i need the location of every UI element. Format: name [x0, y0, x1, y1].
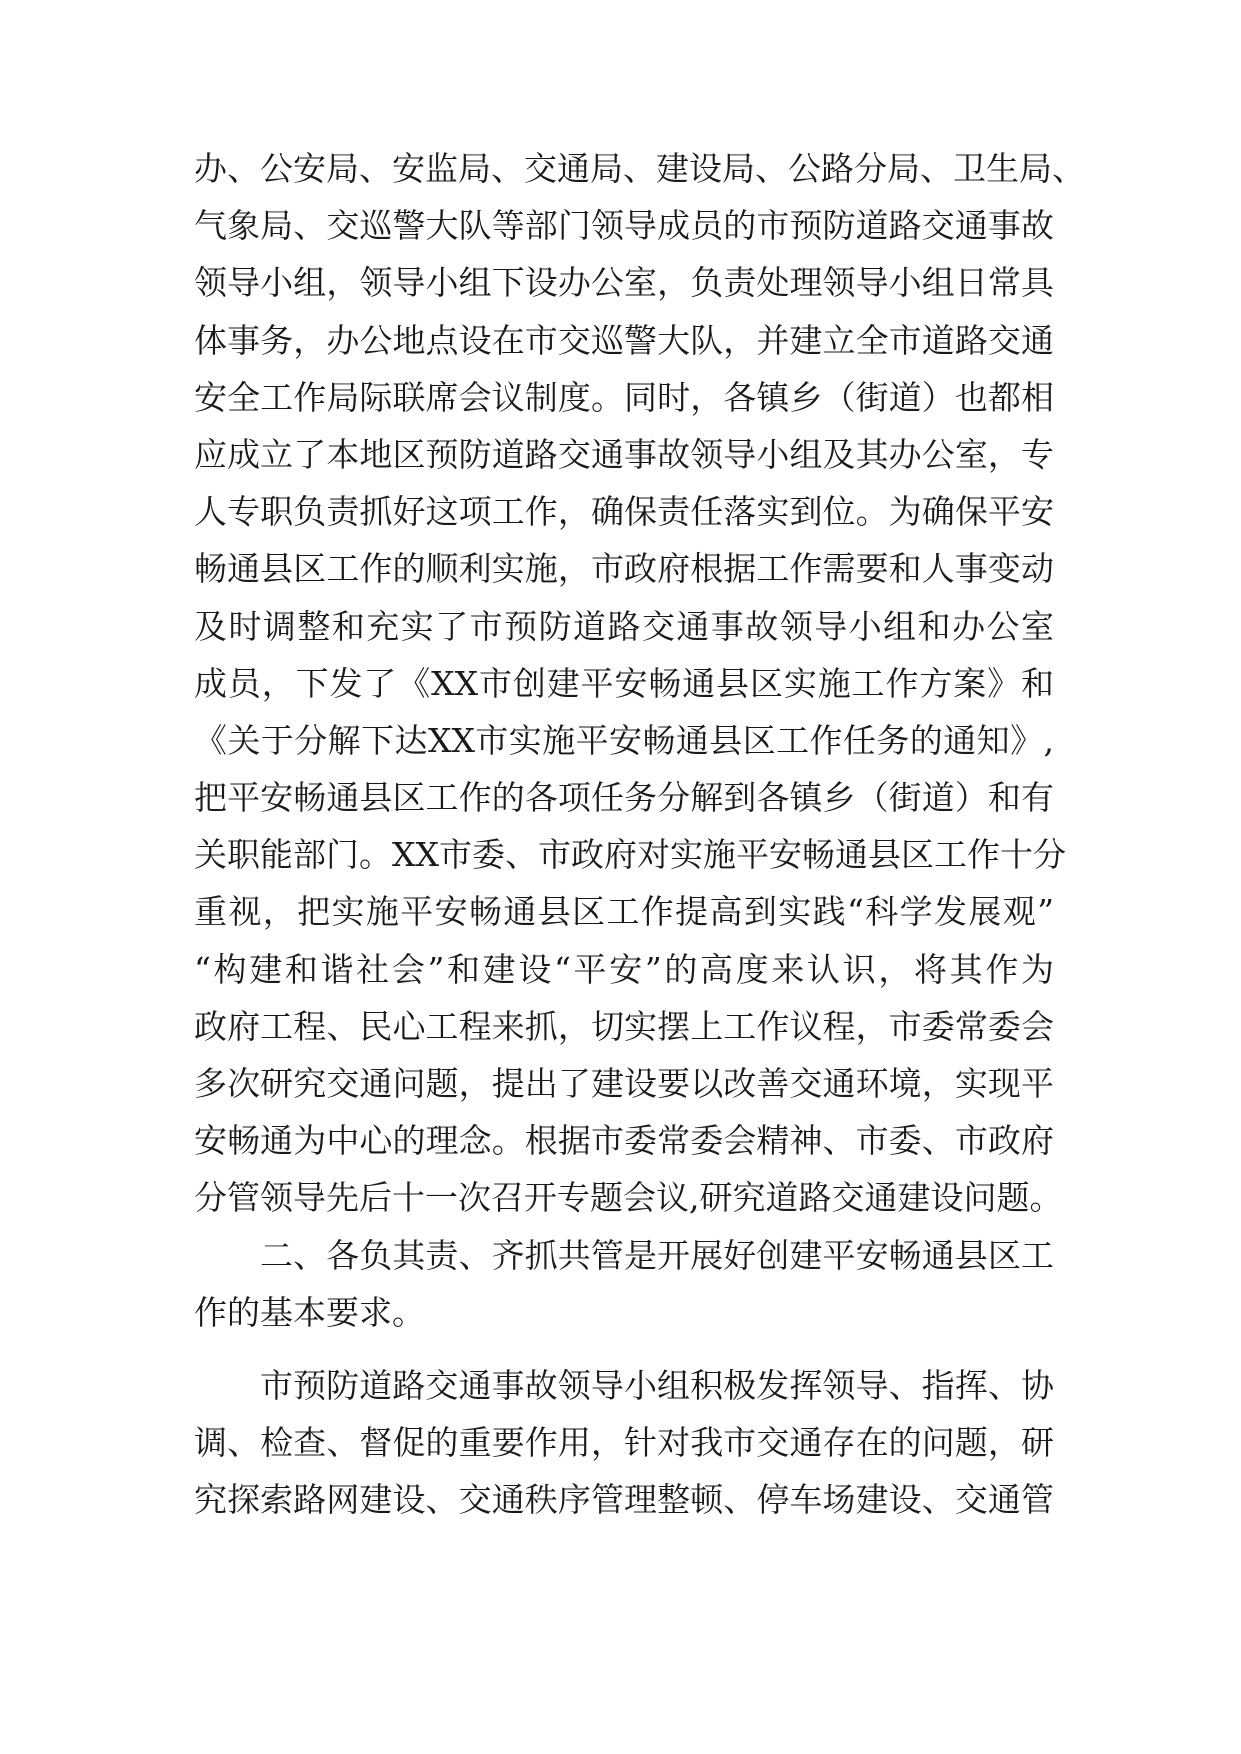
text-line: 多次研究交通问题，提出了建设要以改善交通环境，实现平 — [194, 1064, 1054, 1103]
paragraph — [194, 140, 1085, 1227]
text-line: 气象局、交巡警大队等部门领导成员的市预防道路交通事故 — [194, 206, 1054, 246]
text-line: 《关于分解下达XX市实施平安畅通县区工作任务的通知》, — [194, 720, 1054, 760]
document-body — [194, 140, 1085, 1529]
text-line: 把平安畅通县区工作的各项任务分解到各镇乡（街道）和有 — [194, 778, 1054, 818]
text-line: 畅通县区工作的顺利实施，市政府根据工作需要和人事变动 — [194, 549, 1054, 589]
text-line: 体事务，办公地点设在市交巡警大队，并建立全市道路交通 — [194, 320, 1054, 360]
text-line: 成员，下发了《XX市创建平安畅通县区实施工作方案》和 — [194, 663, 1054, 703]
text-line: 办、公安局、安监局、交通局、建设局、公路分局、卫生局、 — [194, 149, 1085, 188]
text-line: 调、检查、督促的重要作用，针对我市交通存在的问题，研 — [194, 1423, 1054, 1463]
paragraph — [194, 1357, 1054, 1529]
text-line: 关职能部门。XX市委、市政府对实施平安畅通县区工作十分 — [194, 835, 1066, 875]
text-line: 二、各负其责、齐抓共管是开展好创建平安畅通县区工 — [260, 1235, 1054, 1275]
text-line: 政府工程、民心工程来抓，切实摆上工作议程，市委常委会 — [194, 1006, 1054, 1046]
text-line: 作的基本要求。 — [194, 1292, 425, 1332]
text-line: 及时调整和充实了市预防道路交通事故领导小组和办公室 — [194, 606, 1054, 646]
text-line: 应成立了本地区预防道路交通事故领导小组及其办公室，专 — [194, 434, 1054, 474]
text-line: 安畅通为中心的理念。根据市委常委会精神、市委、市政府 — [194, 1121, 1054, 1161]
text-line: 领导小组，领导小组下设办公室，负责处理领导小组日常具 — [194, 263, 1054, 303]
text-line: 市预防道路交通事故领导小组积极发挥领导、指挥、协 — [260, 1365, 1054, 1405]
text-line: 究探索路网建设、交通秩序管理整顿、停车场建设、交通管 — [194, 1480, 1054, 1520]
text-line: 分管领导先后十一次召开专题会议,研究道路交通建设问题。 — [194, 1178, 1063, 1218]
text-line: “构建和谐社会”和建设“平安”的高度来认识，将其作为 — [194, 949, 1054, 989]
text-line: 安全工作局际联席会议制度。同时，各镇乡（街道）也都相 — [194, 377, 1054, 417]
section-heading — [194, 1227, 1054, 1341]
text-line: 重视，把实施平安畅通县区工作提高到实践“科学发展观” — [194, 892, 1054, 932]
text-line: 人专职负责抓好这项工作，确保责任落实到位。为确保平安 — [194, 492, 1054, 532]
